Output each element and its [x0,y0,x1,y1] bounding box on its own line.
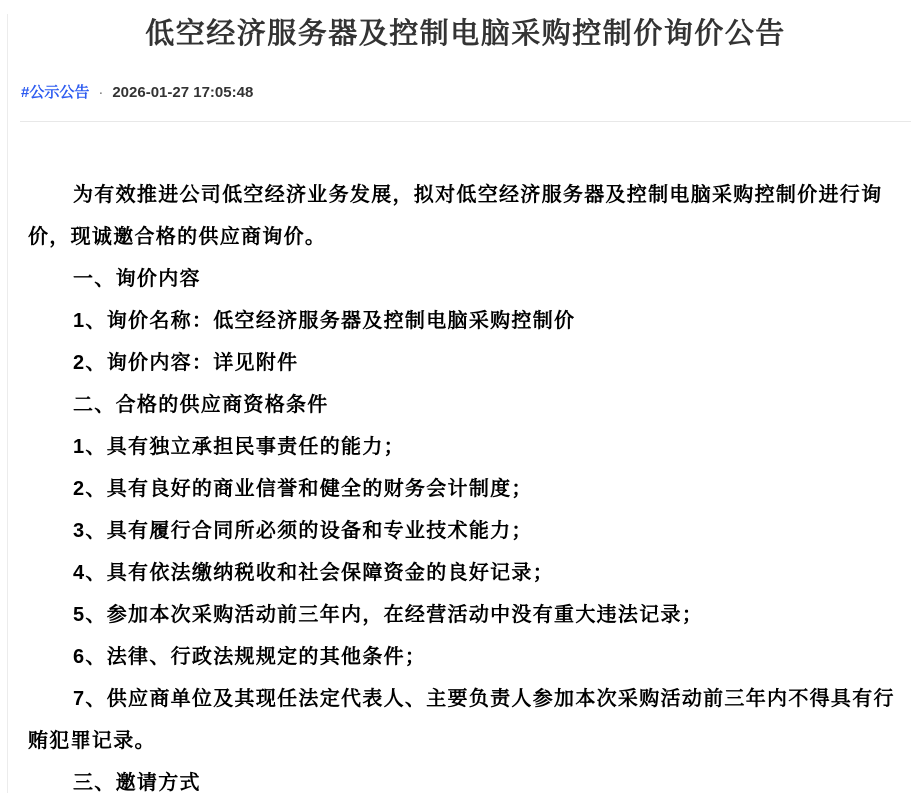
divider [20,121,911,122]
list-item: 2、具有良好的商业信誉和健全的财务会计制度； [73,478,533,500]
list-item: 7、供应商单位及其现任法定代表人、主要负责人参加本次采购活动前三年内不得具有行贿犯罪记录。 [28,688,895,752]
list-item: 6、法律、行政法规规定的其他条件； [73,646,427,668]
meta-row [21,83,903,103]
announcement-page [0,14,923,804]
list-item: 1、具有独立承担民事责任的能力； [73,436,405,458]
announcement-body [28,174,903,804]
list-item: 4、具有依法缴纳税收和社会保障资金的良好记录； [73,562,555,584]
section-heading-inquiry-content: 一、询价内容 [73,268,201,290]
list-item: 5、参加本次采购活动前三年内，在经营活动中没有重大违法记录； [73,604,704,626]
intro-paragraph: 为有效推进公司低空经济业务发展，拟对低空经济服务器及控制电脑采购控制价进行询价，现诚邀合格的供应商询价。 [28,184,883,248]
list-item: 3、具有履行合同所必须的设备和专业技术能力； [73,520,533,542]
section-heading-invitation-method: 三、邀请方式 [73,772,201,794]
publish-timestamp: 2026-01-27 17:05:48 [112,84,254,101]
meta-separator: · [98,84,104,101]
card-left-border [7,14,8,793]
section-heading-supplier-qualifications: 二、合格的供应商资格条件 [73,394,329,416]
page-title: 低空经济服务器及控制电脑采购控制价询价公告 [145,18,786,50]
list-item: 1、询价名称：低空经济服务器及控制电脑采购控制价 [73,310,576,332]
category-tag-link[interactable]: #公示公告 [21,84,90,101]
list-item: 2、询价内容：详见附件 [73,352,299,374]
